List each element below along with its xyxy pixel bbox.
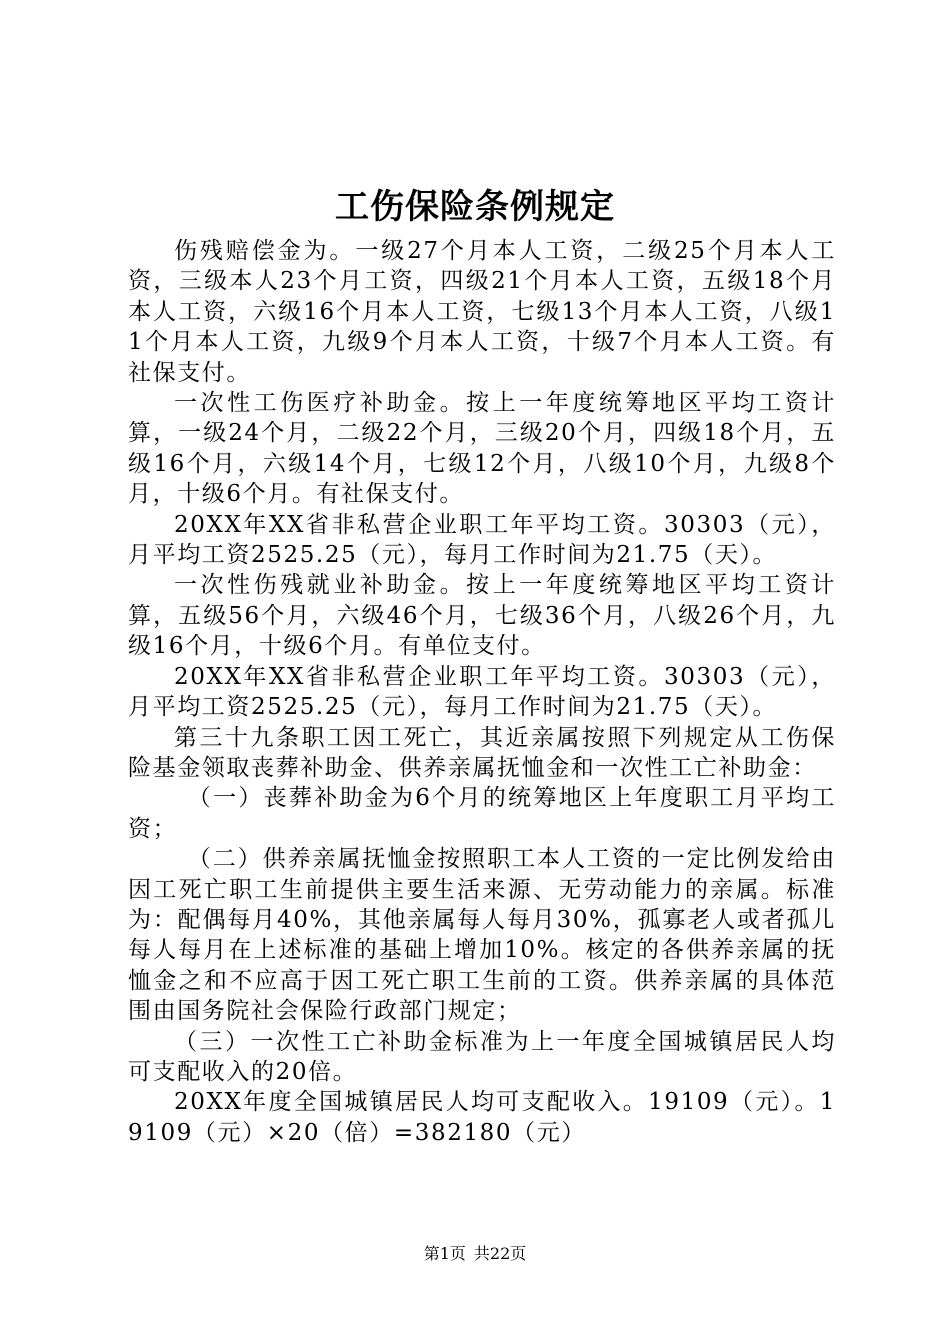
paragraph-disability-compensation: 伤残赔偿金为。一级27个月本人工资，二级25个月本人工资，三级本人23个月工资，四级21个月本人工资，五级18个月本人工资，六级16个月本人工资，七级13个月本人工资，八级11个月本人工资，九级9个月本人工资，十级7个月本人工资。有社保支付。 [128,238,836,386]
paragraph-item-3-death-subsidy: （三）一次性工亡补助金标准为上一年度全国城镇居民人均可支配收入的20倍。 [128,1028,836,1085]
paragraph-item-2-pension: （二）供养亲属抚恤金按照职工本人工资的一定比例发给由因工死亡职工生前提供主要生活来源、无劳动能力的亲属。标准为：配偶每月40%，其他亲属每人每月30%，孤寡老人或者孤儿每人每月在上述标准的基础上增加10%。核定的各供养亲属的抚恤金之和不应高于因工死亡职工生前的工资。供养亲属的具体范围由国务院社会保险行政部门规定； [128,846,836,1025]
paragraph-employment-subsidy: 一次性伤残就业补助金。按上一年度统筹地区平均工资计算，五级56个月，六级46个月，七级36个月，八级26个月，九级16个月，十级6个月。有单位支付。 [128,572,836,660]
paragraph-national-income: 20XX年度全国城镇居民人均可支配收入。19109（元）。19109（元）×20（倍）=382180（元） [128,1089,836,1146]
paragraph-average-wage-1: 20XX年XX省非私营企业职工年平均工资。30303（元），月平均工资2525.25（元），每月工作时间为21.75（天）。 [128,511,836,569]
document-body [128,236,836,1148]
page-number: 第1页 [423,1244,466,1263]
paragraph-item-1-funeral: （一）丧葬补助金为6个月的统筹地区上年度职工月平均工资； [128,785,836,842]
paragraph-article-39: 第三十九条职工因工死亡，其近亲属按照下列规定从工伤保险基金领取丧葬补助金、供养亲属抚恤金和一次性工亡补助金： [128,724,836,781]
paragraph-medical-subsidy: 一次性工伤医疗补助金。按上一年度统筹地区平均工资计算，一级24个月，二级22个月，三级20个月，四级18个月，五级16个月，六级14个月，七级12个月，八级10个月，九级8个月，十级6个月。有社保支付。 [128,390,836,508]
document-title: 工伤保险条例规定 [335,187,615,227]
page-footer [0,1243,950,1265]
page-total: 共22页 [473,1244,527,1263]
paragraph-average-wage-2: 20XX年XX省非私营企业职工年平均工资。30303（元），月平均工资2525.25（元），每月工作时间为21.75（天）。 [128,663,836,721]
